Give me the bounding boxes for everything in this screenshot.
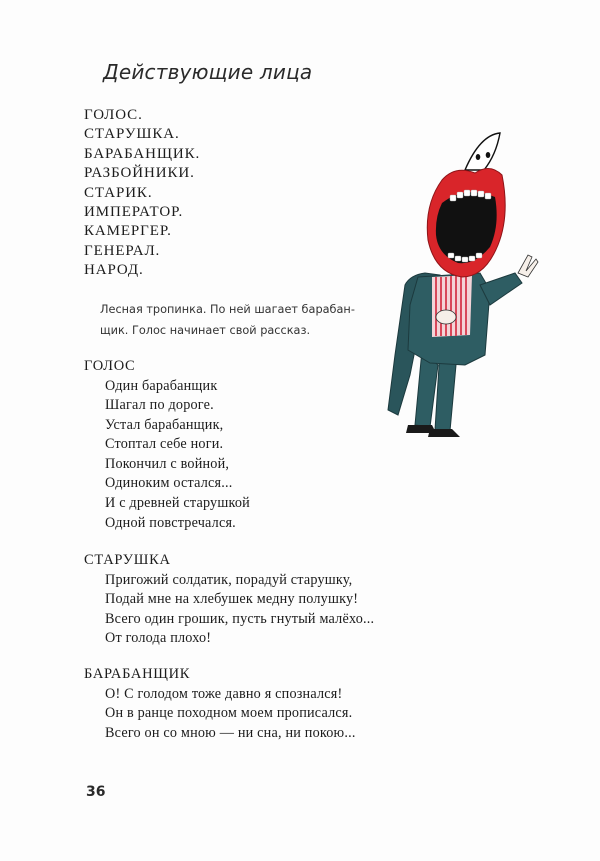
- verse-line: Шагал по дороге.: [105, 397, 214, 414]
- verse-line: Стоптал себе ноги.: [105, 436, 224, 453]
- verse-line: Подай мне на хлебушек медну полушку!: [105, 591, 359, 608]
- page-title: Действующие лица: [103, 60, 313, 84]
- singing-figure-illustration: [380, 125, 560, 455]
- cast-item: БАРАБАНЩИК.: [84, 145, 201, 162]
- verse-line: О! С голодом тоже давно я спознался!: [105, 685, 343, 702]
- verse-line: Устал барабанщик,: [105, 416, 224, 433]
- verse-line: Одной повстречался.: [105, 514, 236, 531]
- speech-golos: [84, 357, 250, 533]
- verse-lines: [84, 571, 374, 649]
- verse-line: Покончил с войной,: [105, 455, 230, 472]
- verse-line: Всего один грошик, пусть гнутый малёхо...: [105, 610, 375, 627]
- cast-item: РАЗБОЙНИКИ.: [84, 165, 195, 182]
- verse-line: Один барабанщик: [105, 377, 218, 394]
- verse-line: Пригожий солдатик, порадуй старушку,: [105, 571, 353, 588]
- stage-direction: [100, 299, 385, 341]
- verse-line: Он в ранце походном моем прописался.: [105, 705, 353, 722]
- speaker-name: БАРАБАНЩИК: [84, 666, 191, 682]
- cast-item: КАМЕРГЕР.: [84, 223, 172, 240]
- verse-line: Одиноким остался...: [105, 475, 233, 492]
- cast-item: СТАРИК.: [84, 184, 153, 201]
- cast-item: ГОЛОС.: [84, 107, 143, 123]
- cast-item: ИМПЕРАТОР.: [84, 204, 184, 221]
- cast-item: СТАРУШКА.: [84, 126, 180, 143]
- speech-barabanshik: [84, 665, 356, 743]
- verse-line: Всего он со мною — ни сна, ни покою...: [105, 724, 356, 741]
- verse-line: От голода плохо!: [105, 630, 212, 647]
- speaker-name: ГОЛОС: [84, 358, 136, 374]
- speaker-name: СТАРУШКА: [84, 552, 171, 568]
- verse-lines: [84, 377, 250, 534]
- cast-list: [84, 106, 200, 281]
- stage-direction-line: щик. Голос начинает свой рассказ.: [100, 324, 311, 337]
- page-number: 36: [86, 784, 106, 800]
- verse-lines: [84, 685, 356, 744]
- verse-line: И с древней старушкой: [105, 495, 250, 512]
- stage-direction-line: Лесная тропинка. По ней шагает барабан-: [100, 303, 355, 316]
- speech-starushka: [84, 551, 374, 649]
- cast-item: ГЕНЕРАЛ.: [84, 242, 161, 259]
- cast-item: НАРОД.: [84, 262, 144, 279]
